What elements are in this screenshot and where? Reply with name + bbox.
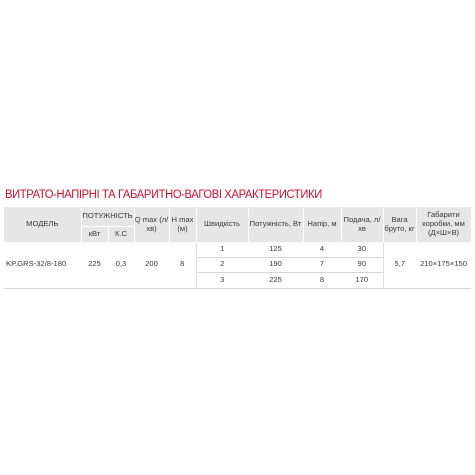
model-cell: KP.GRS-32/8-180 xyxy=(4,242,81,288)
table-row xyxy=(4,242,471,257)
head-cell: 7 xyxy=(303,257,341,273)
dims-cell: 210×175×150 xyxy=(416,242,471,288)
header-power-w: Потужність, Вт xyxy=(248,207,303,242)
speed-cell: 3 xyxy=(196,273,248,289)
header-model: МОДЕЛЬ xyxy=(4,207,81,242)
head-cell: 4 xyxy=(303,242,341,257)
header-flow: Подача, л/хв xyxy=(341,207,383,242)
speed-cell: 1 xyxy=(196,242,248,257)
flow-cell: 170 xyxy=(341,273,383,289)
weight-cell: 5,7 xyxy=(383,242,416,288)
head-cell: 8 xyxy=(303,273,341,289)
hmax-cell: 8 xyxy=(169,242,196,288)
section-title: ВИТРАТО-НАПІРНІ ТА ГАБАРИТНО-ВАГОВІ ХАРАКТЕРИСТИКИ xyxy=(5,189,322,201)
header-power-kw: кВт xyxy=(81,227,108,243)
flow-cell: 30 xyxy=(341,242,383,257)
power-w-cell: 125 xyxy=(248,242,303,257)
power-w-cell: 225 xyxy=(248,273,303,289)
characteristics-table xyxy=(4,207,472,289)
header-head: Напір, м xyxy=(303,207,341,242)
power-hp-cell: 0,3 xyxy=(108,242,134,288)
header-dims: Габарити коробки, мм (Д×Ш×В) xyxy=(416,207,471,242)
power-w-cell: 190 xyxy=(248,257,303,273)
header-qmax: Q max (л/хв) xyxy=(134,207,169,242)
flow-cell: 90 xyxy=(341,257,383,273)
speed-cell: 2 xyxy=(196,257,248,273)
header-power: ПОТУЖНІСТЬ xyxy=(81,207,134,227)
header-power-hp: К.С xyxy=(108,227,134,243)
power-kw-cell: 225 xyxy=(81,242,108,288)
header-speed: Швидкість xyxy=(196,207,248,242)
header-hmax: H max (м) xyxy=(169,207,196,242)
qmax-cell: 200 xyxy=(134,242,169,288)
header-weight: Вага бруто, кг xyxy=(383,207,416,242)
